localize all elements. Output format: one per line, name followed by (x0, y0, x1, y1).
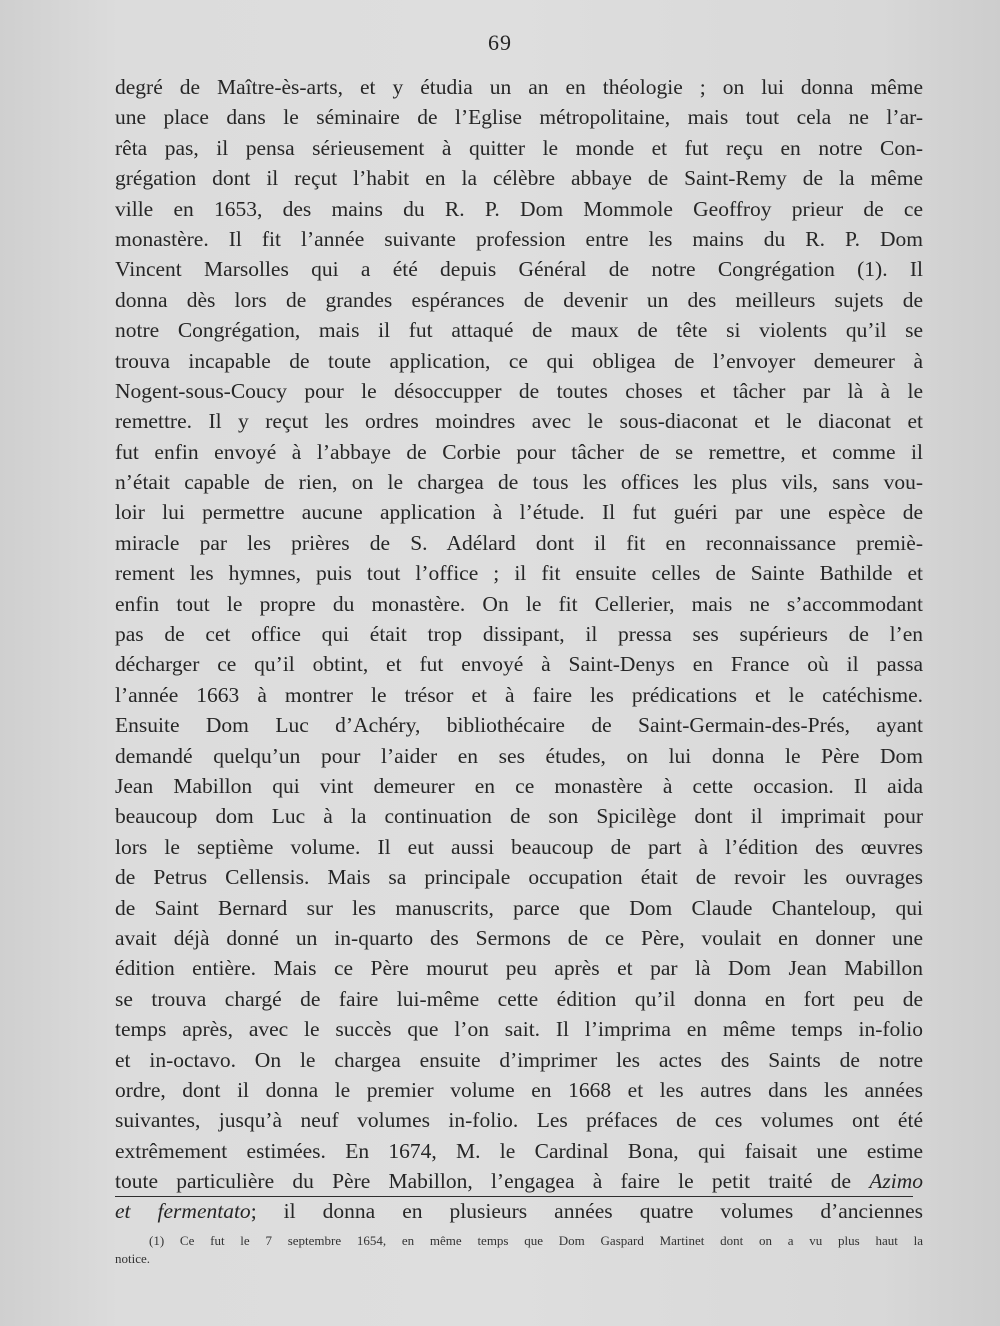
text-line: donna dès lors de grandes espérances de devenir un des meilleurs sujets de (115, 287, 923, 312)
text-line (115, 1196, 923, 1226)
text-line: notre Congrégation, mais il fut attaqué de maux de tête si violents qu’il se (115, 318, 923, 343)
text-line: suivantes, jusqu’à neuf volumes in-folio. Les préfaces de ces volumes ont été (115, 1108, 923, 1133)
text-line: fut enfin envoyé à l’abbaye de Corbie pour tâcher de se remettre, et comme il (115, 439, 923, 464)
text-line: lors le septième volume. Il eut aussi beaucoup de part à l’édition des œuvres (115, 834, 923, 859)
text-line: édition entière. Mais ce Père mourut peu après et par là Dom Jean Mabillon (115, 956, 923, 981)
text-line (115, 1166, 923, 1196)
text-line: et in-octavo. On le chargea ensuite d’imprimer les actes des Saints de notre (115, 1047, 923, 1072)
footnote-line: (1) Ce fut le 7 septembre 1654, en même temps que Dom Gaspard Martinet dont on a vu plus haut la (149, 1233, 923, 1248)
text-line: grégation dont il reçut l’habit en la célèbre abbaye de Saint-Remy de la même (115, 166, 923, 191)
text-line: l’année 1663 à montrer le trésor et à faire les prédications et le catéchisme. (115, 682, 923, 707)
text-line: monastère. Il fit l’année suivante profession entre les mains du R. P. Dom (115, 226, 923, 251)
text-line: avait déjà donné un in-quarto des Sermons de ce Père, voulait en donner une (115, 925, 923, 950)
text-line: Jean Mabillon qui vint demeurer en ce monastère à cette occasion. Il aida (115, 773, 923, 798)
italic-title-segment: Azimo (869, 1169, 923, 1194)
text-line: degré de Maître-ès-arts, et y étudia un an en théologie ; on lui donna même (115, 75, 923, 99)
text-line: de Saint Bernard sur les manuscrits, parce que Dom Claude Chanteloup, qui (115, 895, 923, 920)
text-line: Nogent-sous-Coucy pour le désoccupper de toutes choses et tâcher par là à le (115, 378, 923, 403)
text-line: remettre. Il y reçut les ordres moindres avec le sous-diaconat et le diaconat et (115, 409, 923, 434)
text-line: n’était capable de rien, on le chargea de tous les offices les plus vils, sans vou- (115, 470, 923, 495)
text-line: extrêmement estimées. En 1674, M. le Cardinal Bona, qui faisait une estime (115, 1138, 923, 1163)
text-line: trouva incapable de toute application, ce qui obligea de l’envoyer demeurer à (115, 348, 923, 373)
text-line: pas de cet office qui était trop dissipant, il pressa ses supérieurs de l’en (115, 622, 923, 647)
text-line: une place dans le séminaire de l’Eglise métropolitaine, mais tout cela ne l’ar- (115, 105, 923, 130)
text-line: de Petrus Cellensis. Mais sa principale occupation était de revoir les ouvrages (115, 865, 923, 890)
text-line: demandé quelqu’un pour l’aider en ses études, on lui donna le Père Dom (115, 743, 923, 768)
text-line: décharger ce qu’il obtint, et fut envoyé à Saint-Denys en France où il passa (115, 652, 923, 677)
text-line: miracle par les prières de S. Adélard dont il fit en reconnaissance premiè- (115, 530, 923, 555)
text-line: Ensuite Dom Luc d’Achéry, bibliothécaire de Saint-Germain-des-Prés, ayant (115, 713, 923, 738)
footnote (115, 1232, 923, 1268)
text-line: ville en 1653, des mains du R. P. Dom Mommole Geoffroy prieur de ce (115, 196, 923, 221)
text-segment: toute particulière du Père Mabillon, l’engagea à faire le petit traité de (115, 1169, 870, 1194)
page-number: 69 (488, 30, 512, 55)
text-line: ordre, dont il donna le premier volume en 1668 et les autres dans les années (115, 1077, 923, 1102)
body-text (115, 72, 923, 1227)
text-line: se trouva chargé de faire lui-même cette édition qu’il donna en fort peu de (115, 986, 923, 1011)
text-line: temps après, avec le succès que l’on sait. Il l’imprima en même temps in-folio (115, 1017, 923, 1042)
text-line: beaucoup dom Luc à la continuation de son Spicilège dont il imprimait pour (115, 804, 923, 829)
italic-title-segment: et fermentato (115, 1199, 251, 1224)
text-line: enfin tout le propre du monastère. On le fit Cellerier, mais ne s’accommodant (115, 591, 923, 616)
footnote-line: notice. (115, 1251, 151, 1266)
text-line: Vincent Marsolles qui a été depuis Général de notre Congrégation (1). Il (115, 257, 923, 282)
text-line: rêta pas, il pensa sérieusement à quitter le monde et fut reçu en notre Con- (115, 135, 923, 160)
text-line: loir lui permettre aucune application à l’étude. Il fut guéri par une espèce de (115, 500, 923, 525)
text-segment: ; il donna en plusieurs années quatre volumes d’anciennes (250, 1199, 923, 1224)
footnote-divider (115, 1196, 913, 1197)
text-line: rement les hymnes, puis tout l’office ; il fit ensuite celles de Sainte Bathilde et (115, 561, 923, 586)
